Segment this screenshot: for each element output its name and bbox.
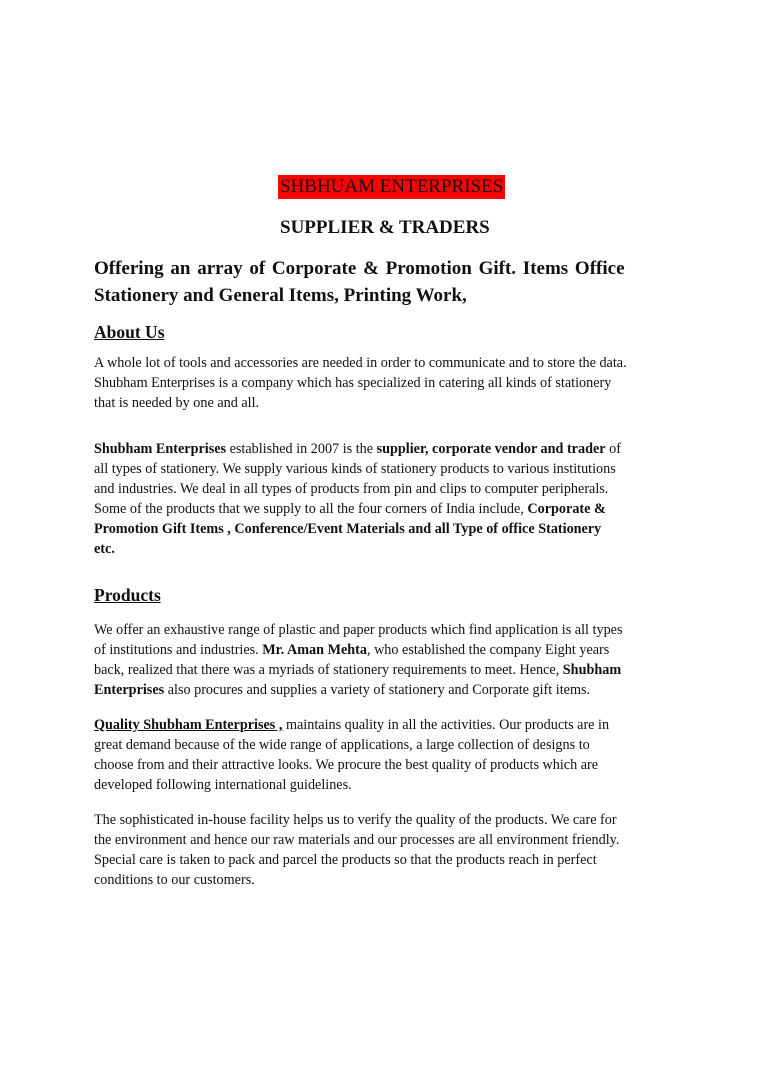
- text-line: We offer an exhaustive range of plastic and paper products which find application is all types: [94, 622, 623, 638]
- quality-paragraph: [94, 715, 694, 795]
- offer-line: Offering an array of Corporate & Promotion Gift. Items Office: [94, 258, 625, 279]
- about-intro-paragraph: [94, 353, 694, 413]
- text-line: the environment and hence our raw materials and our processes are all environment friendly.: [94, 832, 620, 848]
- text-line: great demand because of the wide range of applications, a large collection of designs to: [94, 737, 590, 753]
- text-line: that is needed by one and all.: [94, 395, 260, 411]
- tagline: SUPPLIER & TRADERS: [280, 217, 490, 238]
- text-line: A whole lot of tools and accessories are needed in order to communicate and to store the data.: [94, 355, 627, 371]
- about-company-paragraph: [94, 439, 694, 559]
- offer-line: Stationery and General Items, Printing Work,: [94, 285, 467, 306]
- role-text: supplier, corporate vendor and trader: [376, 441, 606, 457]
- text-line: conditions to our customers.: [94, 872, 255, 888]
- text-line: developed following international guidelines.: [94, 777, 352, 793]
- text-line: and industries. We deal in all types of products from pin and clips to computer peripherals.: [94, 481, 609, 497]
- text-line: back, realized that there was a myriads of stationery requirements to meet. Hence, Shubham: [94, 662, 622, 678]
- text-line: Shubham Enterprises is a company which has specialized in catering all kinds of stationery: [94, 375, 612, 391]
- products-paragraph: [94, 620, 694, 700]
- text-line: Special care is taken to pack and parcel the products so that the products reach in perfect: [94, 852, 597, 868]
- text-line: etc.: [94, 541, 115, 557]
- text-line: choose from and their attractive looks. We procure the best quality of products which are: [94, 757, 599, 773]
- text-line: Shubham Enterprises established in 2007 is the supplier, corporate vendor and trader of: [94, 441, 621, 457]
- text-line: all types of stationery. We supply various kinds of stationery products to various institutions: [94, 461, 616, 477]
- text-line: of institutions and industries. Mr. Aman Mehta, who established the company Eight years: [94, 642, 610, 658]
- facility-paragraph: [94, 810, 694, 890]
- quality-lead: Quality Shubham Enterprises ,: [94, 717, 283, 733]
- text-line: Enterprises also procures and supplies a variety of stationery and Corporate gift items.: [94, 682, 591, 698]
- text-line: Promotion Gift Items , Conference/Event Materials and all Type of office Stationery: [94, 521, 602, 537]
- text-line: Some of the products that we supply to all the four corners of India include, Corporate &: [94, 501, 606, 517]
- offer-statement: [94, 255, 684, 309]
- company-name-inline: Shubham Enterprises: [94, 441, 227, 457]
- text-line: The sophisticated in-house facility helps us to verify the quality of the products. We care for: [94, 812, 617, 828]
- owner-name: Mr. Aman Mehta: [262, 642, 367, 658]
- text-line: Quality Shubham Enterprises , maintains quality in all the activities. Our products are in: [94, 717, 610, 733]
- products-heading: Products: [94, 585, 161, 605]
- about-heading: About Us: [94, 322, 165, 342]
- company-name: SHBHUAM ENTERPRISES: [280, 176, 504, 197]
